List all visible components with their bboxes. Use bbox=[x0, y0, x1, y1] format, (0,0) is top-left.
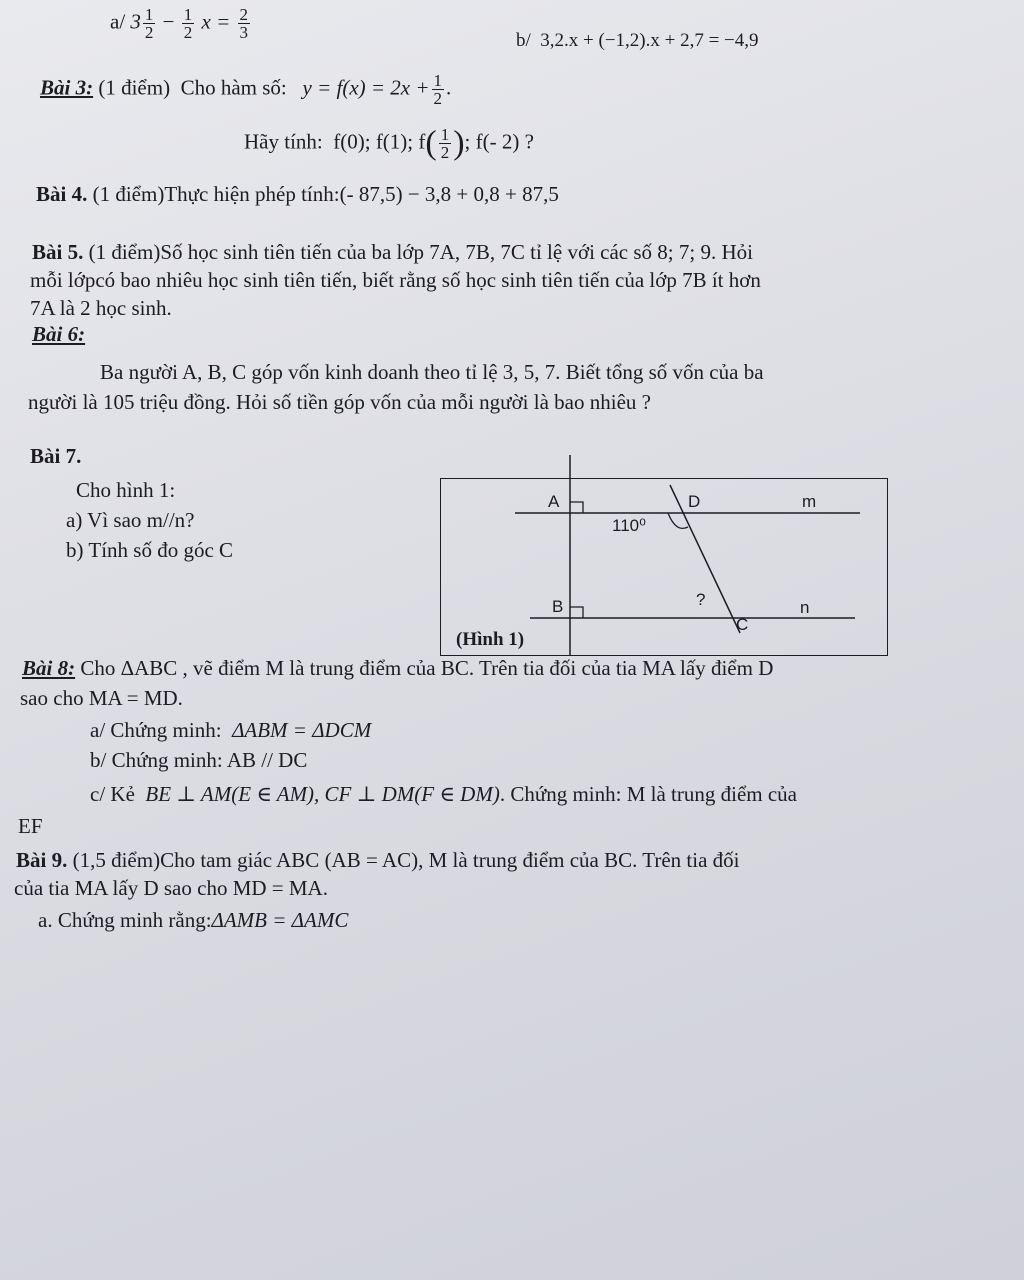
eq-b-label: b/ bbox=[516, 30, 531, 51]
bai6-title: Bài 6: bbox=[32, 322, 86, 346]
figure-hinh-1 bbox=[440, 455, 890, 660]
bai9-a-label: a. Chứng minh rằng: bbox=[38, 908, 212, 932]
bai8-c-post: . Chứng minh: M là trung điểm của bbox=[499, 782, 797, 806]
bai3-formula-frac: $\frac{1}{2}$ bbox=[433, 71, 443, 108]
bai9-line1 bbox=[16, 848, 739, 872]
bai3-formula-post: . bbox=[446, 75, 452, 100]
eq-b-text: 3,2.x + (−1,2).x + 2,7 = −4,9 bbox=[540, 30, 759, 51]
bai5-title: Bài 5. bbox=[32, 240, 84, 264]
bai9-title: Bài 9. bbox=[16, 848, 68, 872]
bai8-text1: Cho ΔABC , vẽ điểm M là trung điểm của BC. Trên tia đối của tia MA lấy điểm D bbox=[80, 656, 774, 680]
bai5-line3: 7A là 2 học sinh. bbox=[30, 296, 172, 320]
label-n: n bbox=[800, 598, 810, 617]
bai8-b: b/ Chứng minh: AB // DC bbox=[90, 748, 308, 772]
bai8-c-line2: EF bbox=[18, 814, 43, 838]
bai7-line3: b) Tính số đo góc C bbox=[66, 538, 234, 562]
eq-a-frac3: $\frac{2}{3}$ bbox=[239, 5, 248, 42]
bai9-a bbox=[38, 908, 348, 932]
bai7-line1: Cho hình 1: bbox=[76, 478, 176, 502]
bai8-line2: sao cho MA = MD. bbox=[20, 686, 183, 710]
label-a: A bbox=[548, 492, 560, 511]
bai8-a-math: ΔABM = ΔDCM bbox=[232, 718, 372, 742]
bai3-text: Cho hàm số: bbox=[180, 75, 287, 100]
bai3-title: Bài 3: bbox=[40, 75, 94, 100]
bai7-line2: a) Vì sao m//n? bbox=[66, 508, 195, 532]
bai9-a-math: ΔAMB = ΔAMC bbox=[211, 908, 349, 932]
bai8-c bbox=[90, 782, 797, 806]
bai4-title: Bài 4. bbox=[36, 182, 88, 206]
eq-a-frac1: $\frac{1}{2}$ bbox=[144, 5, 154, 42]
bai9-text1: (1,5 điểm)Cho tam giác ABC (AB = AC), M là trung điểm của BC. Trên tia đối bbox=[72, 848, 740, 872]
bai3-formula: y = f(x) = 2x + bbox=[302, 75, 430, 100]
label-c: C bbox=[736, 615, 749, 634]
bai4 bbox=[36, 182, 559, 206]
bai8-title: Bài 8: bbox=[22, 656, 76, 680]
eq-a-minus: − bbox=[162, 9, 175, 34]
bai3-ask: Hãy tính: f(0); f(1); f( $\frac{1}{2}$ ); f(- 2) ? bbox=[244, 124, 534, 162]
transversal-dc bbox=[670, 485, 740, 633]
eq-a-label: a/ bbox=[110, 9, 126, 34]
label-b: B bbox=[552, 597, 564, 616]
label-d: D bbox=[688, 492, 701, 511]
label-m: m bbox=[802, 492, 817, 511]
figure-caption: (Hình 1) bbox=[456, 629, 525, 650]
eq-a-whole: 3 bbox=[130, 9, 141, 34]
bai8-c-label: c/ Kẻ bbox=[90, 782, 135, 806]
bai6-line1: Ba người A, B, C góp vốn kinh doanh theo tỉ lệ 3, 5, 7. Biết tổng số vốn của ba bbox=[100, 360, 764, 384]
bai5-text1: (1 điểm)Số học sinh tiên tiến của ba lớp 7A, 7B, 7C tỉ lệ với các số 8; 7; 9. Hỏi bbox=[88, 240, 753, 264]
right-angle-b-icon bbox=[570, 607, 583, 618]
eq-a-frac2: $\frac{1}{2}$ bbox=[183, 5, 193, 42]
bai6-line2: người là 105 triệu đồng. Hỏi số tiền góp vốn của mỗi người là bao nhiêu ? bbox=[28, 390, 651, 414]
bai3-ask-values: f(0); f(1); f bbox=[333, 129, 426, 154]
label-unknown-angle: ? bbox=[696, 590, 706, 609]
bai9-line2: của tia MA lấy D sao cho MD = MA. bbox=[14, 876, 328, 900]
eq-a-x: x = bbox=[201, 9, 231, 34]
bai3-points: (1 điểm) bbox=[98, 75, 171, 100]
bai8-line1 bbox=[22, 656, 773, 680]
equation-a bbox=[110, 6, 252, 41]
bai3-ask-label: Hãy tính: bbox=[244, 129, 323, 154]
bai8-c-math: BE ⊥ AM(E ∈ AM), CF ⊥ DM(F ∈ DM) bbox=[145, 782, 500, 806]
equation-b bbox=[516, 30, 759, 52]
bai8-a bbox=[90, 718, 371, 742]
right-angle-a-icon bbox=[570, 502, 583, 513]
bai3-heading bbox=[40, 72, 451, 107]
bai5-line2: mỗi lớpcó bao nhiêu học sinh tiên tiến, biết rằng số học sinh tiên tiến của lớp 7B ít hơn bbox=[30, 268, 761, 292]
bai4-text: (1 điểm)Thực hiện phép tính:(- 87,5) − 3,8 + 0,8 + 87,5 bbox=[92, 182, 559, 206]
bai7-title: Bài 7. bbox=[30, 444, 82, 468]
bai3-ask-frac: $\frac{1}{2}$ bbox=[440, 125, 450, 162]
label-angle-110: 110⁰ bbox=[612, 516, 646, 535]
bai3-ask-post: ; f(- 2) ? bbox=[464, 129, 534, 154]
bai8-a-label: a/ Chứng minh: bbox=[90, 718, 222, 742]
bai5-line1 bbox=[32, 240, 753, 264]
